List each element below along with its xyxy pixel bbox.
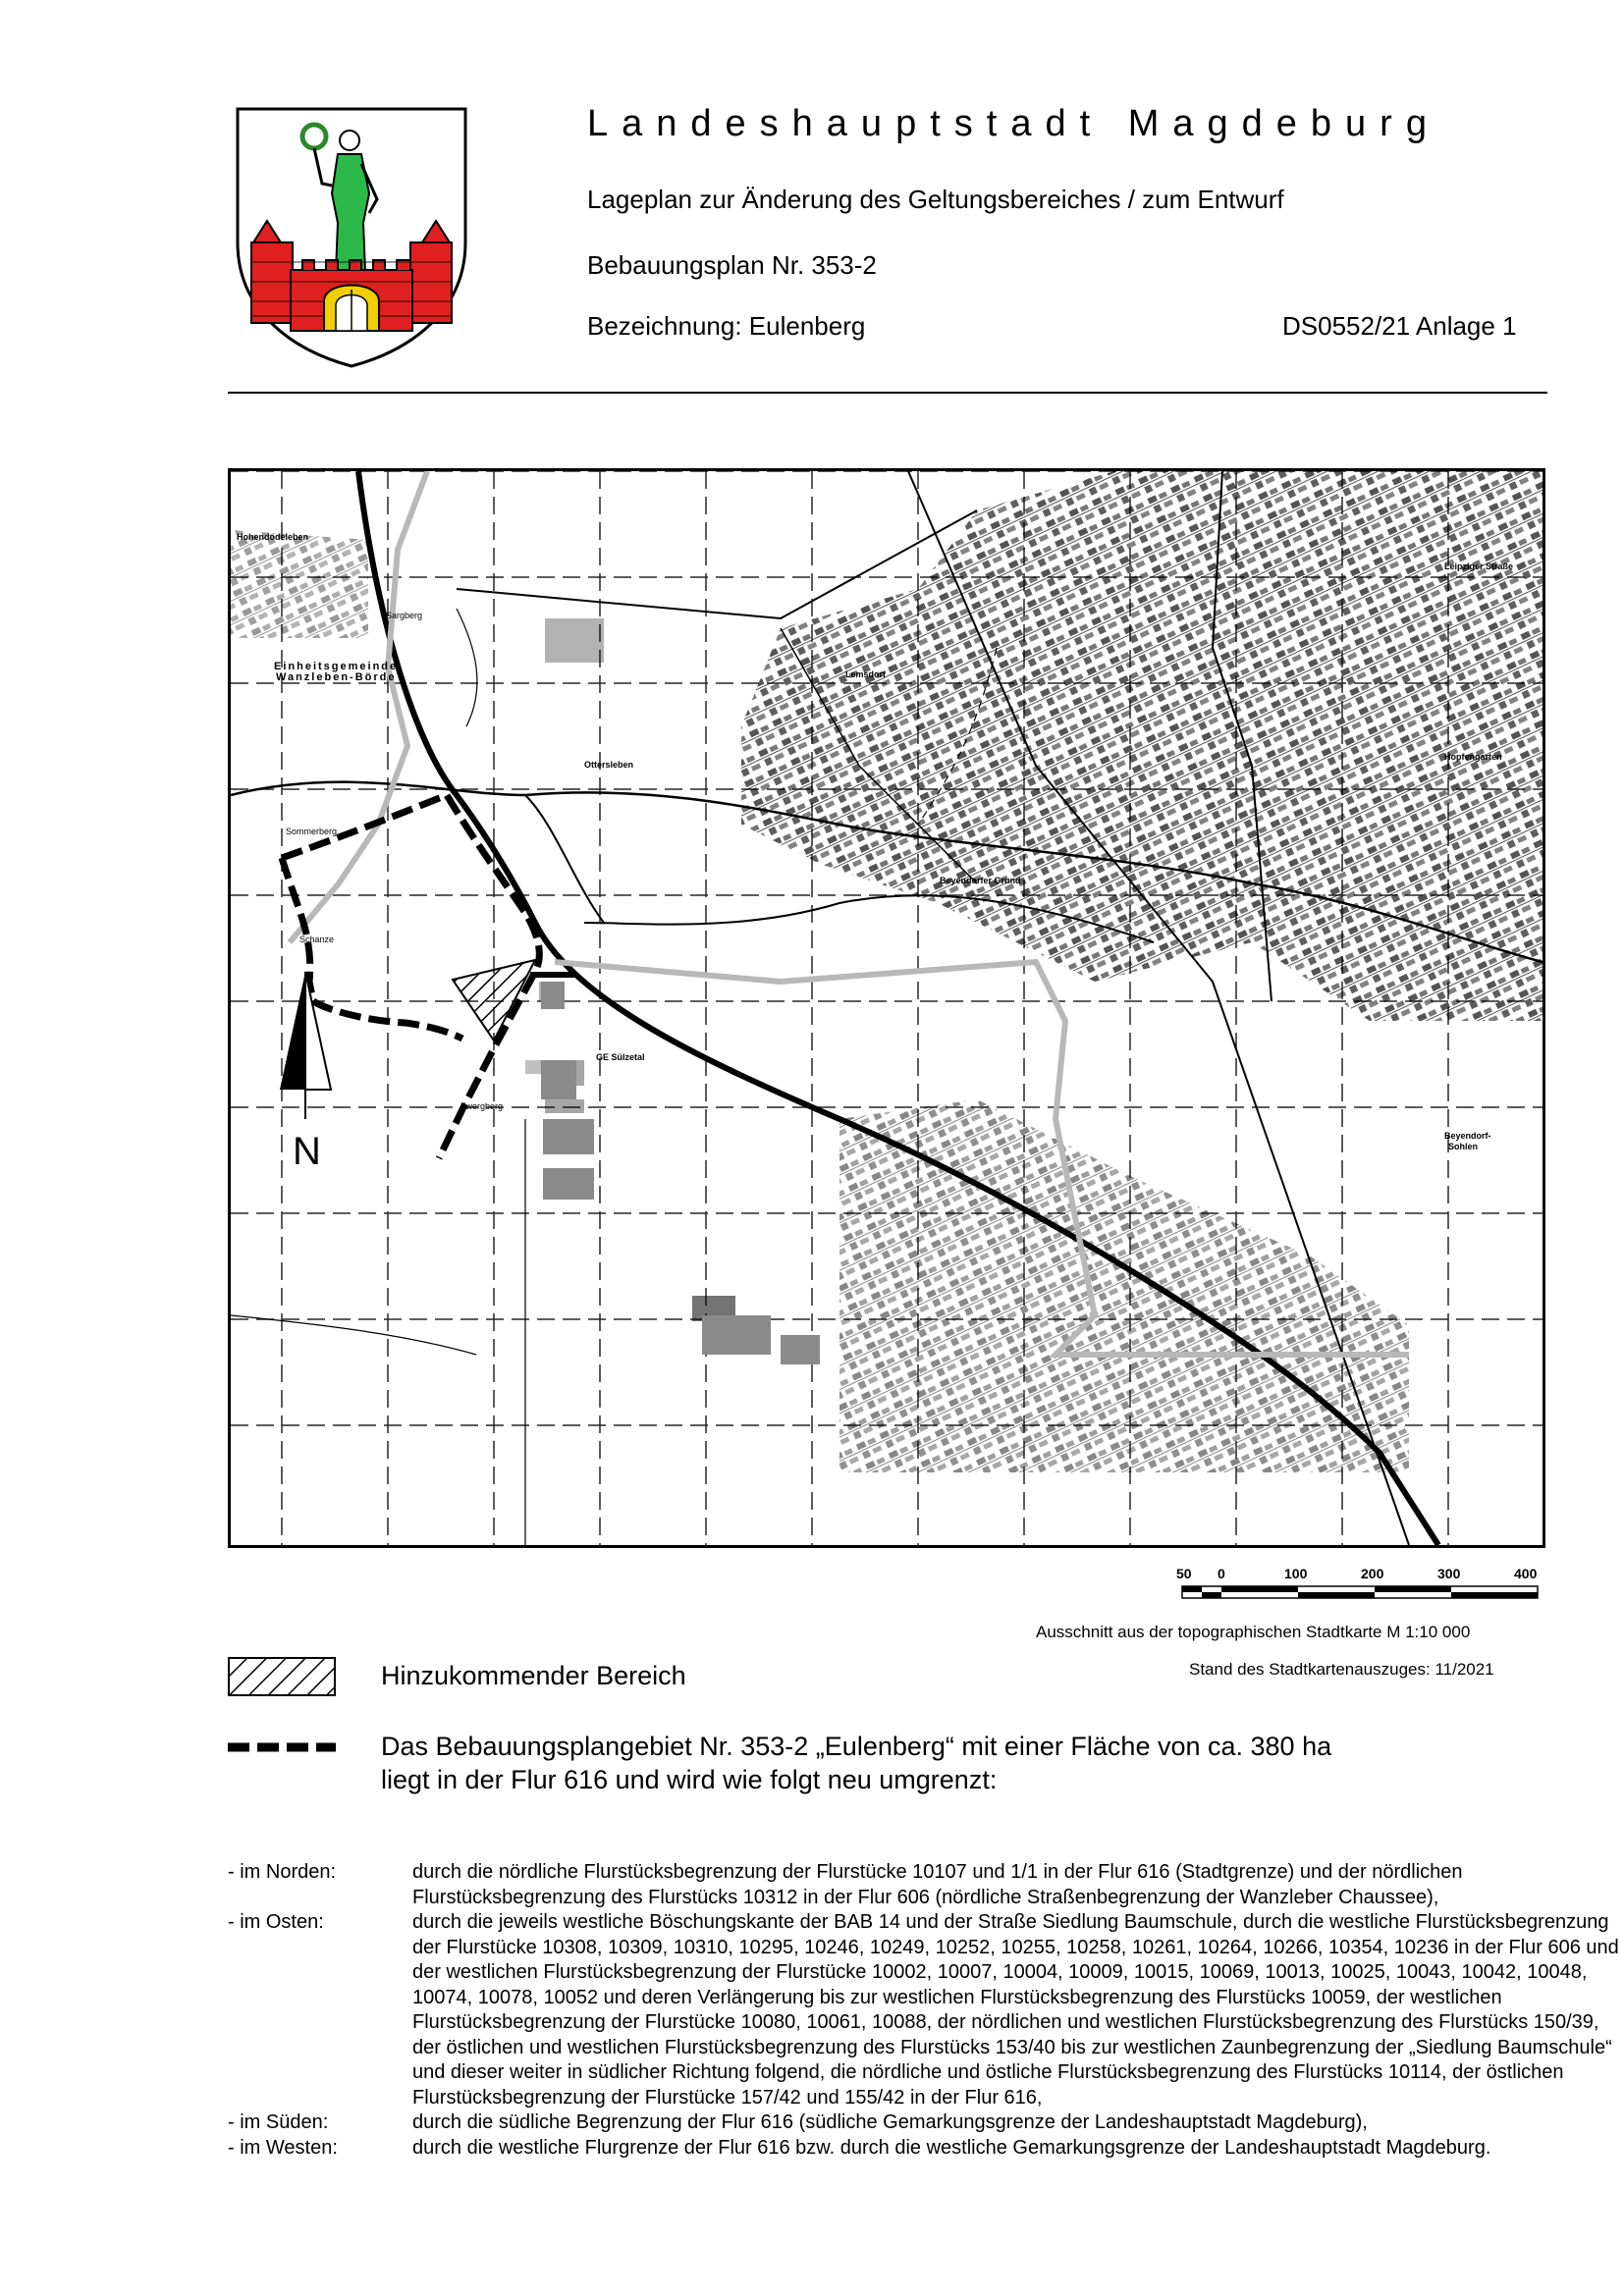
label-sommerberg: Sommerberg — [286, 827, 338, 836]
boundary-description — [228, 1860, 1622, 2161]
header-divider — [228, 392, 1547, 394]
scale-label-50: 50 — [1176, 1566, 1192, 1581]
scale-label-100: 100 — [1284, 1566, 1308, 1581]
label-ge-suelzetal: GE Sülzetal — [596, 1052, 645, 1062]
label-beyendorfer-grund: Beyendorfer Grund — [940, 876, 1021, 885]
description-text: durch die nördliche Flurstücksbegrenzung der Flurstücke 10107 und 1/1 in der Flur 616 (Stadtgrenze) und der nördlichen Flurstücksbegrenzung des Flurstücks 10312 in der Flur 606 (nördliche Straßenbegrenzung der Wanzleber Chaussee), — [412, 1861, 1463, 1908]
description-direction: - im Süden: — [228, 2111, 329, 2133]
label-wanzleben-boerde: Wanzleben-Börde — [276, 671, 397, 683]
description-row-west — [228, 2136, 1622, 2162]
label-ottersleben: Ottersleben — [584, 760, 634, 770]
map-frame — [228, 468, 1545, 1548]
label-hopfengarten: Hopfengarten — [1444, 752, 1502, 762]
description-text: durch die jeweils westliche Böschungskante der BAB 14 und der Straße Siedlung Baumschule, durch die westliche Flurstücksbegrenzung der Flurstücke 10308, 10309, 10310, 10295, 10246, 10249, 10252, 10255, 10258, 10261, 10264, 10266, 10354, 10236 in der Flur 606 und der westlichen Flurstücksbegrenzung der Flurstücke 10002, 10007, 10004, 10009, 10015, 10069, 10013, 10025, 10043, 10042, 10048, 10074, 10078, 10052 und deren Verlängerung bis zur westlichen Flurstücksbegrenzung des Flurstücks 10059, der westlichen Flurstücksbegrenzung der Flurstücke 10080, 10061, 10088, der nördlichen und westlichen Flurstücksbegrenzung des Flurstücks 150/39, der östlichen und westlichen Flurstücksbegrenzung des Flurstücks 153/40 bis zur westlichen Zaunbegrenzung der „Siedlung Baumschule“ und dieser weiter in südlicher Richtung folgend, die nördliche und östliche Flurstücksbegrenzung des Flurstücks 10114, der östlichen Flurstücksbegrenzung der Flurstücke 157/42 und 155/42 in der Flur 616, — [412, 1911, 1619, 2109]
legend-boundary-line-2: liegt in der Flur 616 und wird wie folgt neu umgrenzt: — [381, 1765, 998, 1794]
label-sargberg: Sargberg — [386, 611, 423, 620]
coat-of-arms-logo — [234, 105, 469, 370]
label-leipziger-strasse: Leipziger Straße — [1444, 561, 1514, 571]
description-row-north — [228, 1860, 1622, 1910]
scale-bar — [1168, 1563, 1551, 1612]
label-hohendodeleben: Hohendodeleben — [237, 532, 309, 542]
map-extract-date: Stand des Stadtkartenauszuges: 11/2021 — [1189, 1660, 1494, 1679]
label-zwergberg: Zwergberg — [460, 1101, 504, 1111]
label-sohlen: Sohlen — [1448, 1142, 1479, 1151]
description-text: durch die westliche Flurgrenze der Flur 616 bzw. durch die westliche Gemarkungsgrenze der Landeshauptstadt Magdeburg. — [412, 2136, 1491, 2159]
legend-boundary-swatch — [228, 1740, 336, 1754]
legend-boundary-text — [381, 1730, 1559, 1796]
plan-subtitle: Lageplan zur Änderung des Geltungsbereiches / zum Entwurf — [587, 185, 1284, 214]
city-title: Landeshauptstadt Magdeburg — [587, 103, 1440, 144]
label-beyendorf: Beyendorf- — [1444, 1131, 1491, 1141]
map-source: Ausschnitt aus der topographischen Stadtkarte M 1:10 000 — [1036, 1623, 1471, 1641]
label-lemsdorf: Lemsdorf — [845, 669, 887, 679]
scale-label-300: 300 — [1437, 1566, 1461, 1581]
legend-hatch-swatch — [228, 1657, 336, 1696]
legend-hatch-label: Hinzukommender Bereich — [381, 1661, 686, 1690]
grey-halls — [541, 982, 820, 1364]
description-direction: - im Norden: — [228, 1861, 337, 1883]
north-label: N — [293, 1130, 321, 1173]
label-schanze: Schanze — [299, 934, 335, 944]
legend-boundary-line-1: Das Bebauungsplangebiet Nr. 353-2 „Eulenberg“ mit einer Fläche von ca. 380 ha — [381, 1732, 1332, 1761]
description-row-east — [228, 1910, 1622, 2110]
added-area-hatch — [453, 960, 535, 1041]
scale-label-200: 200 — [1361, 1566, 1384, 1581]
scale-label-0: 0 — [1218, 1566, 1225, 1581]
description-text: durch die südliche Begrenzung der Flur 616 (südliche Gemarkungsgrenze der Landeshauptstadt Magdeburg), — [412, 2111, 1368, 2133]
description-row-south — [228, 2110, 1622, 2136]
plan-number: Bebauungsplan Nr. 353-2 — [587, 250, 877, 280]
label-einheitsgemeinde: Einheitsgemeinde — [274, 661, 399, 672]
scale-label-400: 400 — [1514, 1566, 1538, 1581]
plan-designation: Bezeichnung: Eulenberg — [587, 311, 866, 341]
map-canvas — [231, 471, 1543, 1545]
description-direction: - im Westen: — [228, 2136, 338, 2159]
description-direction: - im Osten: — [228, 1911, 324, 1933]
document-reference: DS0552/21 Anlage 1 — [1282, 311, 1517, 341]
